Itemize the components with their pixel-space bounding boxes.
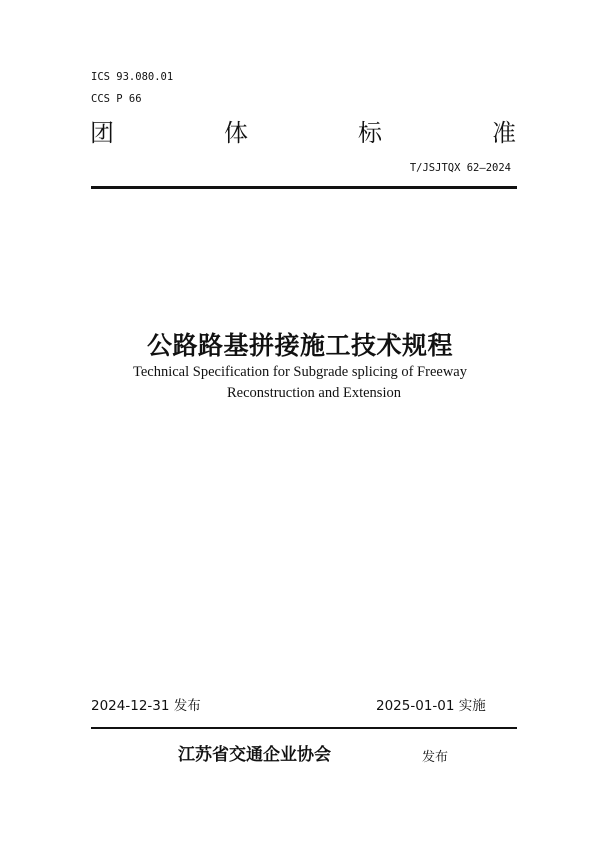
top-divider: [91, 186, 517, 189]
document-title-zh: 公路路基拼接施工技术规程: [146, 331, 453, 360]
standard-type-char: 体: [224, 119, 248, 147]
document-title-en-line1: Technical Specification for Subgrade splicing of Freeway: [133, 364, 467, 380]
standard-type-char: 标: [358, 119, 382, 147]
implementation-date: 2025-01-01 实施: [376, 698, 486, 714]
document-title-en-line2: Reconstruction and Extension: [227, 385, 401, 401]
standard-type-char: 准: [492, 119, 516, 147]
publish-label: 发布: [422, 750, 449, 765]
standard-code: T/JSJTQX 62—2024: [409, 162, 511, 174]
publish-date: 2024-12-31 发布: [91, 698, 201, 714]
standard-type-heading: [90, 113, 516, 148]
ccs-code: CCS P 66: [91, 93, 142, 105]
bottom-divider: [91, 727, 517, 729]
ics-code: ICS 93.080.01: [91, 71, 174, 83]
standard-type-char: 团: [90, 119, 114, 147]
publisher-name: 江苏省交通企业协会: [178, 745, 331, 765]
